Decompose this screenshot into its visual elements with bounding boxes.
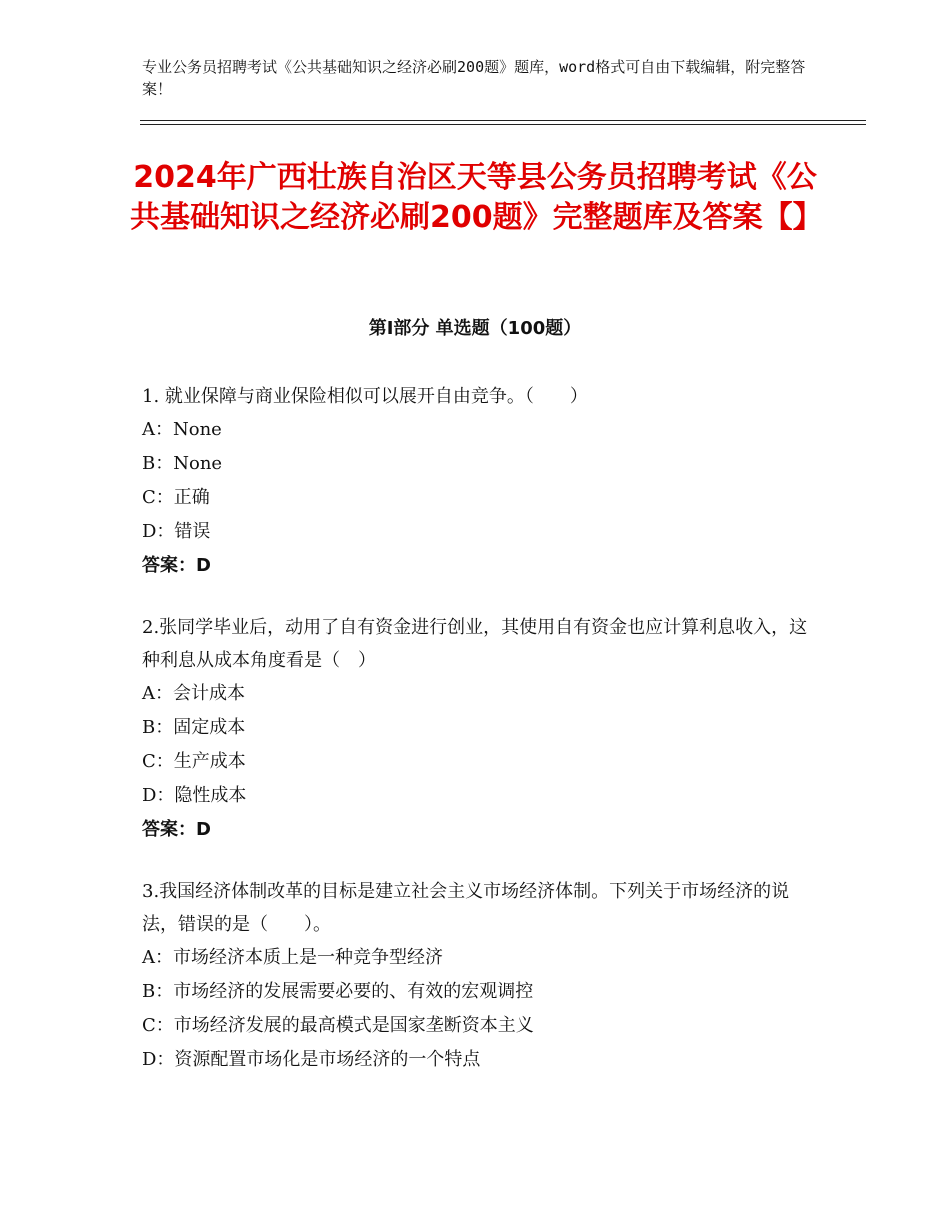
- option-c: C：生产成本: [142, 751, 246, 772]
- option-a: A：None: [142, 419, 222, 440]
- option-b: B：市场经济的发展需要必要的、有效的宏观调控: [142, 981, 534, 1002]
- option-d: D：隐性成本: [142, 785, 247, 806]
- option-c: C：市场经济发展的最高模式是国家垄断资本主义: [142, 1015, 534, 1036]
- option-b: B：固定成本: [142, 717, 246, 738]
- question-1: [142, 380, 812, 583]
- option-d: D：资源配置市场化是市场经济的一个特点: [142, 1049, 481, 1070]
- answer: 答案：D: [142, 555, 211, 576]
- question-3: [142, 875, 812, 1077]
- option-a: A：会计成本: [142, 683, 245, 704]
- question-stem: 2.张同学毕业后，动用了自有资金进行创业，其使用自有资金也应计算利息收入，这种利息从成本角度看是（ ）: [142, 617, 808, 671]
- option-b: B：None: [142, 453, 223, 474]
- question-stem: 1. 就业保障与商业保险相似可以展开自由竞争。（ ）: [142, 386, 588, 407]
- document-title: 2024年广西壮族自治区天等县公务员招聘考试《公共基础知识之经济必刷200题》完整题库及答案【】: [130, 160, 823, 235]
- header-note: 专业公务员招聘考试《公共基础知识之经济必刷200题》题库，word格式可自由下载编辑，附完整答案！: [142, 58, 806, 98]
- header-divider-top: [140, 120, 866, 121]
- option-a: A：市场经济本质上是一种竞争型经济: [142, 947, 443, 968]
- question-2: [142, 611, 812, 847]
- section-heading: 第Ⅰ部分 单选题（100题）: [368, 318, 582, 339]
- option-c: C：正确: [142, 487, 210, 508]
- question-list: [142, 380, 812, 1105]
- answer: 答案：D: [142, 819, 211, 840]
- option-d: D：错误: [142, 521, 211, 542]
- header-divider-bottom: [140, 124, 866, 125]
- question-stem: 3.我国经济体制改革的目标是建立社会主义市场经济体制。下列关于市场经济的说法，错误的是（ ）。: [142, 881, 790, 935]
